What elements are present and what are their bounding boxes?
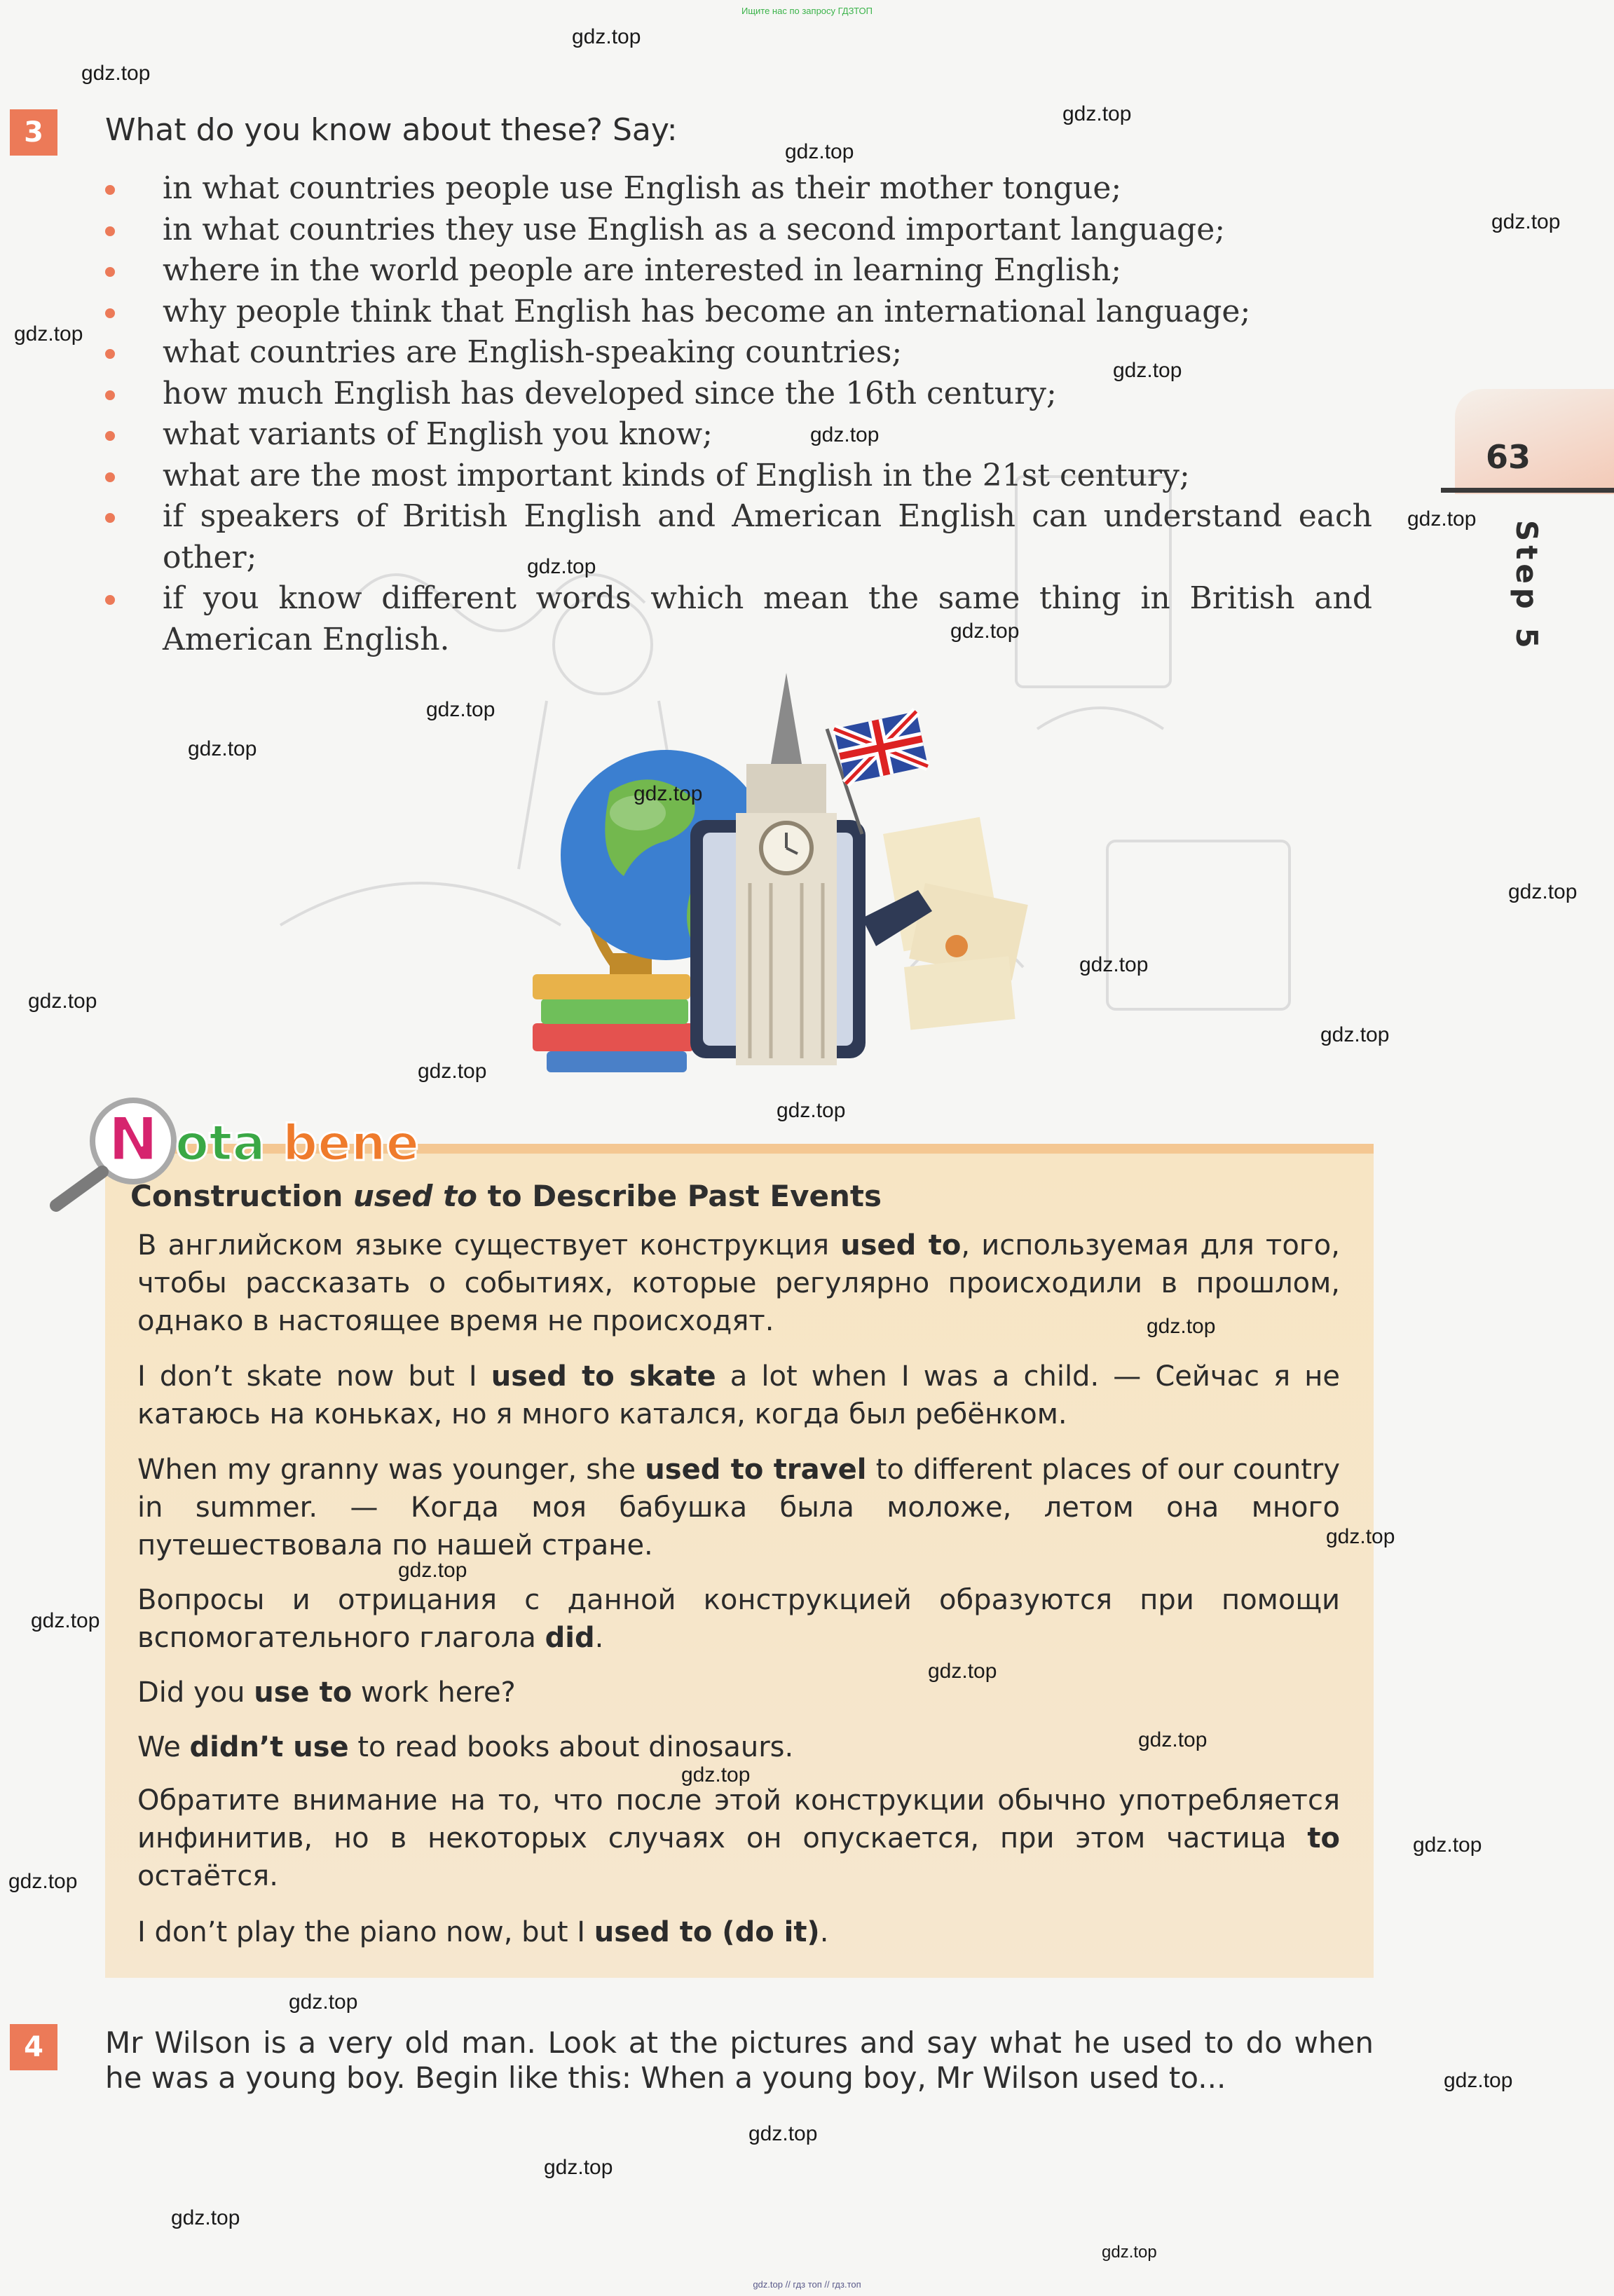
watermark-text: gdz.top [634, 782, 703, 805]
bullet-item: what countries are English-speaking countries; [104, 332, 1372, 374]
watermark-text: gdz.top [1113, 359, 1182, 382]
bullet-dot-icon [105, 472, 115, 482]
watermark-text: gdz.top [1062, 102, 1132, 125]
bullet-item: how much English has developed since the 16th century; [104, 374, 1372, 415]
watermark-text: gdz.top [1079, 953, 1149, 976]
bullet-item: what variants of English you know; [104, 414, 1372, 456]
bullet-dot-icon [105, 390, 115, 400]
nota-bene-logo-wordmark: ota bene [175, 1114, 420, 1172]
bullet-item: in what countries people use English as their mother tongue; [104, 168, 1372, 210]
watermark-text: gdz.top [14, 322, 83, 346]
watermark-text: gdz.top [289, 1990, 358, 2014]
exercise-4-text: Mr Wilson is a very old man. Look at the pictures and say what he used to do when he was a young boy. Begin like this: When a young boy, Mr Wilson used to... [105, 2025, 1374, 2095]
nota-bene-heading: Construction used to to Describe Past Events [130, 1179, 882, 1213]
watermark-text: gdz.top [544, 2156, 613, 2179]
page-number: 63 [1486, 438, 1531, 476]
bullet-item: what are the most important kinds of English in the 21st century; [104, 456, 1372, 497]
watermark-text: gdz.top [681, 1763, 751, 1786]
bullet-dot-icon [105, 349, 115, 359]
watermark-text: gdz.top [171, 2206, 240, 2229]
books-stack-icon [533, 974, 694, 1072]
bullet-dot-icon [105, 595, 115, 605]
watermark-text: gdz.top [31, 1609, 100, 1632]
watermark-text: gdz.top [81, 62, 151, 85]
nota-bene-logo-letter: N [108, 1105, 158, 1175]
documents-icon [862, 817, 1028, 1030]
watermark-text: gdz.top [1102, 2243, 1157, 2262]
bullet-dot-icon [105, 513, 115, 523]
watermark-text: gdz.top [748, 2122, 818, 2145]
watermark-text: gdz.top [28, 990, 97, 1013]
watermark-text: gdz.top [572, 25, 641, 48]
nota-bene-paragraph-questions: Вопросы и отрицания с данной конструкцией образуются при помощи вспомогательного глагола did. [137, 1584, 1340, 1654]
watermark-text: gdz.top [1320, 1023, 1390, 1046]
watermark-text: gdz.top [188, 737, 257, 760]
nota-bene-example-piano: I don’t play the piano now, but I used to (do it). [137, 1916, 829, 1948]
nota-bene-paragraph-1: В английском языке существует конструкция used to, используемая для того, чтобы рассказать о событиях, которые регулярно происходили в прошлом, однако в настоящее время не происходят. [137, 1229, 1340, 1337]
watermark-text: gdz.top [8, 1870, 78, 1893]
big-ben-tower-icon [736, 673, 837, 1065]
watermark-text: gdz.top [1326, 1525, 1395, 1548]
exercise-3-bullet-list [104, 168, 1372, 660]
watermark-text: gdz.top [928, 1660, 997, 1683]
bullet-dot-icon [105, 267, 115, 277]
step-label: Step 5 [1510, 520, 1544, 652]
bullet-item: why people think that English has become an international language; [104, 292, 1372, 333]
watermark-text: gdz.top [418, 1060, 487, 1083]
nota-bene-example-granny: When my granny was younger, she used to travel to different places of our country in summer. — Когда моя бабушка была моложе, летом она много путешествовала по нашей стране. [137, 1454, 1341, 1562]
watermark-text: gdz.top [950, 620, 1020, 643]
watermark-text: gdz.top [1444, 2069, 1513, 2092]
bullet-dot-icon [105, 226, 115, 236]
watermark-text: gdz.top [1508, 880, 1578, 903]
page-corner-tab [1455, 389, 1614, 494]
top-search-note: Ищите нас по запросу ГДЗТОП [741, 6, 873, 16]
exercise-3-number-badge: 3 [10, 109, 57, 156]
bullet-dot-icon [105, 185, 115, 195]
watermark-text: gdz.top [1407, 507, 1477, 531]
bullet-dot-icon [105, 308, 115, 318]
watermark-text: gdz.top [1147, 1315, 1216, 1338]
watermark-text: gdz.top [398, 1559, 467, 1582]
watermark-text: gdz.top [426, 698, 495, 721]
page-divider-line [1441, 488, 1614, 493]
watermark-text: gdz.top [810, 423, 880, 446]
bottom-footer-note: gdz.top // гдз топ // гдз.топ [753, 2279, 861, 2290]
bullet-item: in what countries they use English as a second important language; [104, 210, 1372, 251]
bullet-item: if speakers of British English and American English can understand each other; [104, 496, 1372, 578]
bullet-dot-icon [105, 431, 115, 441]
watermark-text: gdz.top [1491, 210, 1561, 233]
nota-bene-example-question: Did you use to work here? [137, 1676, 516, 1709]
nota-bene-paragraph-note: Обратите внимание на то, что после этой конструкции обычно употребляется инфинитив, но в некоторых случаях он опускается, при этом частица to остаётся. [137, 1784, 1340, 1892]
bullet-item: if you know different words which mean the same thing in British and American English. [104, 578, 1372, 660]
exercise-4-number-badge: 4 [10, 2024, 57, 2070]
watermark-text: gdz.top [777, 1099, 846, 1122]
watermark-text: gdz.top [785, 140, 854, 163]
exercise-3-title: What do you know about these? Say: [105, 112, 678, 148]
nota-bene-example-skate: I don’t skate now but I used to skate a lot when I was a child. — Сейчас я не катаюсь на коньках, но я много катался, когда был ребёнком. [137, 1360, 1341, 1430]
nota-bene-example-negative: We didn’t use to read books about dinosaurs. [137, 1731, 794, 1763]
bullet-item: where in the world people are interested in learning English; [104, 250, 1372, 292]
watermark-text: gdz.top [527, 555, 596, 578]
watermark-text: gdz.top [1413, 1833, 1482, 1857]
english-world-illustration [533, 673, 1065, 1093]
uk-flag-icon [827, 711, 928, 834]
watermark-text: gdz.top [1138, 1728, 1208, 1751]
